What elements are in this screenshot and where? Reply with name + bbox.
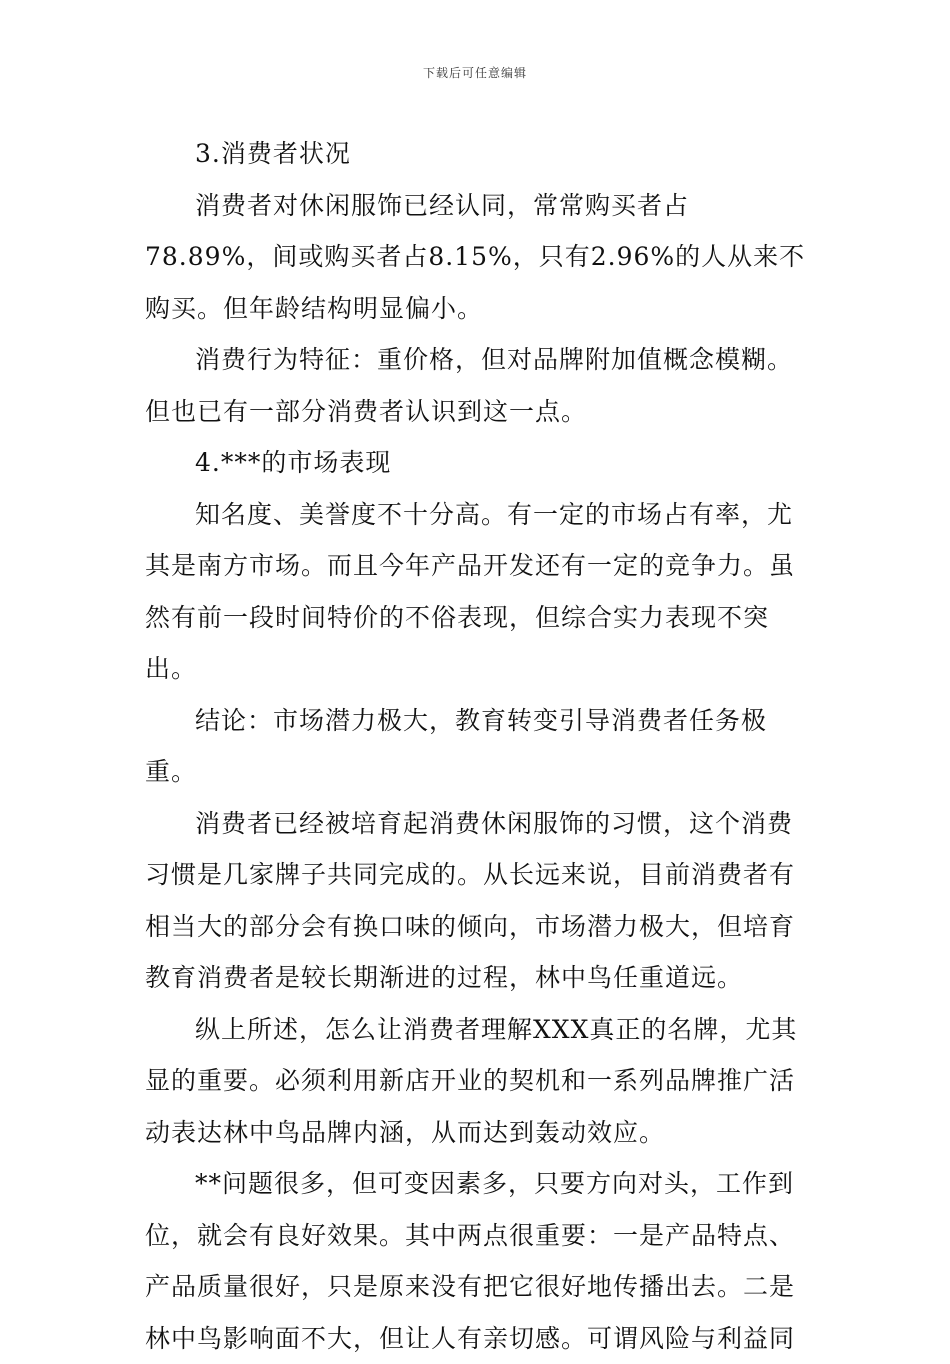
document-body bbox=[145, 128, 813, 1364]
paragraph: **问题很多，但可变因素多，只要方向对头，工作到位，就会有良好效果。其中两点很重要：一是产品特点、产品质量很好，只是原来没有把它很好地传播出去。二是林中鸟影响面不大，但让人有亲切感。可谓风险与利益同 bbox=[145, 1169, 796, 1353]
paragraph: 结论：市场潜力极大，教育转变引导消费者任务极重。 bbox=[145, 705, 768, 786]
header-note: 下载后可任意编辑 bbox=[422, 66, 527, 80]
section-heading-market-performance: 4.***的市场表现 bbox=[195, 448, 392, 477]
paragraph: 知名度、美誉度不十分高。有一定的市场占有率，尤其是南方市场。而且今年产品开发还有一定的竞争力。虽然有前一段时间特价的不俗表现，但综合实力表现不突出。 bbox=[145, 499, 796, 683]
paragraph: 消费者对休闲服饰已经认同，常常购买者占78.89%，间或购买者占8.15%，只有2.96%的人从来不购买。但年龄结构明显偏小。 bbox=[145, 190, 806, 323]
paragraph: 消费行为特征：重价格，但对品牌附加值概念模糊。但也已有一部分消费者认识到这一点。 bbox=[145, 345, 794, 426]
paragraph: 纵上所述，怎么让消费者理解XXX真正的名牌，尤其显的重要。必须利用新店开业的契机和一系列品牌推广活动表达林中鸟品牌内涵，从而达到轰动效应。 bbox=[145, 1014, 798, 1147]
section-heading-consumer-status: 3.消费者状况 bbox=[195, 139, 351, 168]
paragraph: 消费者已经被培育起消费休闲服饰的习惯，这个消费习惯是几家牌子共同完成的。从长远来说，目前消费者有相当大的部分会有换口味的倾向，市场潜力极大，但培育教育消费者是较长期渐进的过程，林中鸟任重道远。 bbox=[145, 808, 796, 992]
